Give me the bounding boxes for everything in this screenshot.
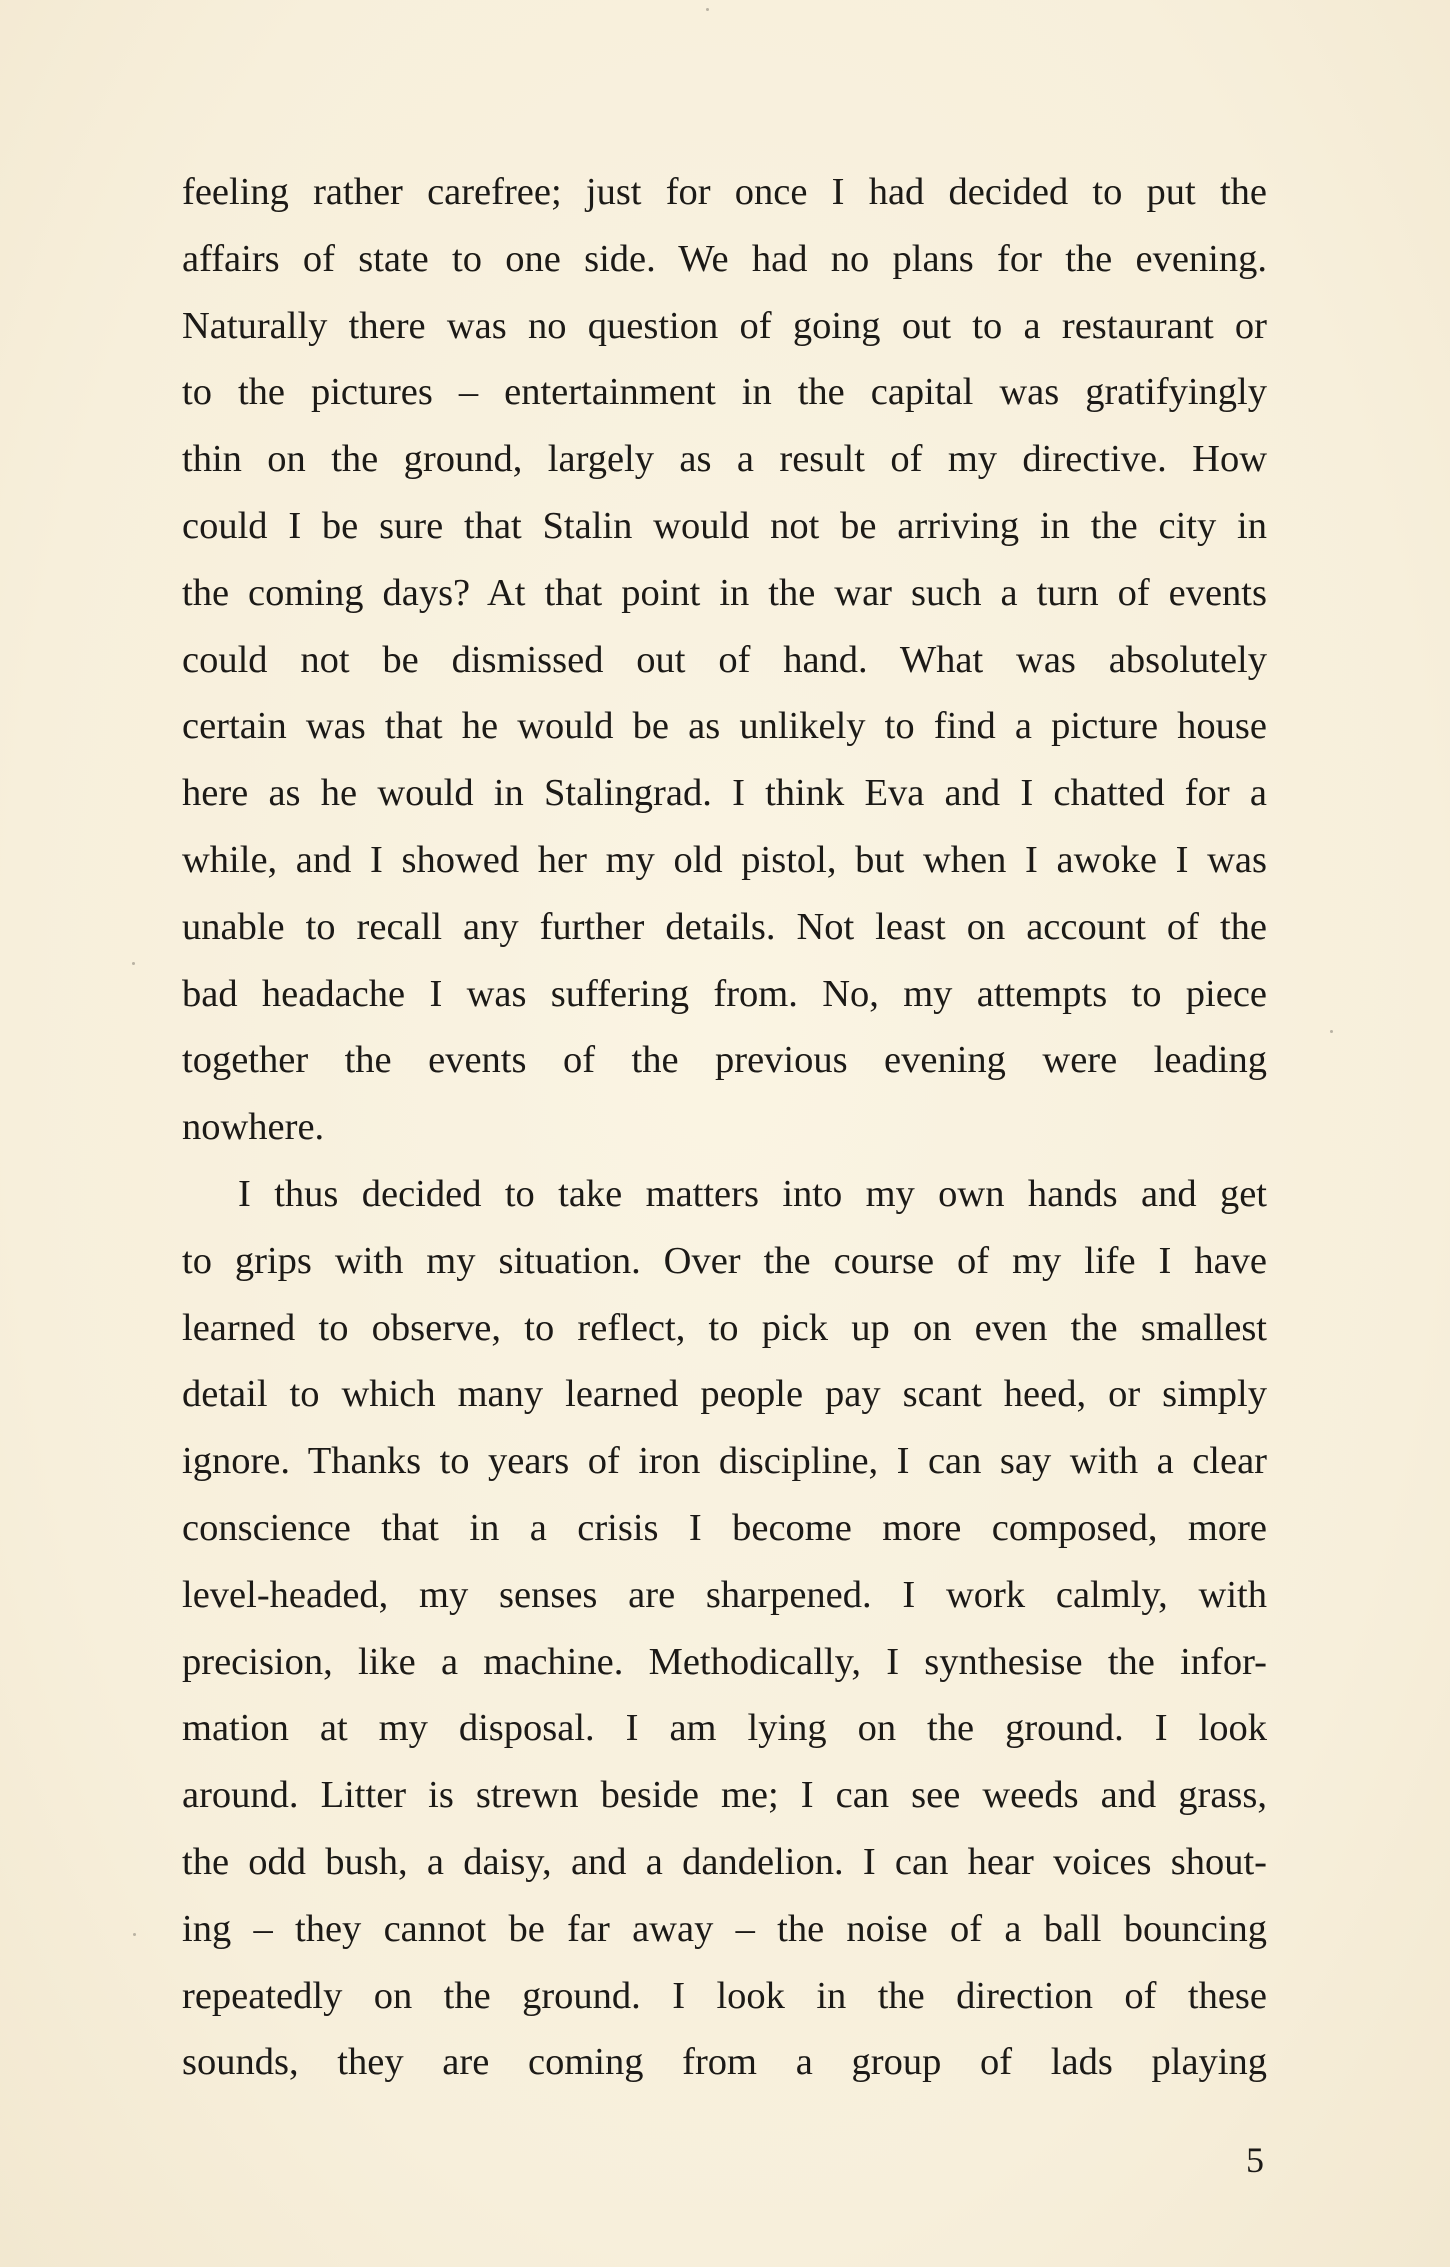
text-line: to grips with my situation. Over the course of my life I have: [182, 1239, 1267, 1282]
text-line: learned to observe, to reflect, to pick up on even the smallest: [182, 1306, 1267, 1349]
paper-speck: [133, 1933, 136, 1936]
text-line: could not be dismissed out of hand. What was absolutely: [182, 638, 1267, 681]
page-number: 5: [1246, 2140, 1264, 2180]
text-line: here as he would in Stalingrad. I think Eva and I chatted for a: [182, 772, 1267, 815]
text-line: conscience that in a crisis I become more composed, more: [182, 1506, 1267, 1549]
text-line: around. Litter is strewn beside me; I can see weeds and grass,: [182, 1774, 1267, 1817]
text-line: together the events of the previous evening were leading: [182, 1039, 1267, 1082]
text-line: certain was that he would be as unlikely to find a picture house: [182, 705, 1267, 748]
text-line: thin on the ground, largely as a result of my directive. How: [182, 438, 1267, 481]
text-line: bad headache I was suffering from. No, my attempts to piece: [182, 972, 1267, 1015]
text-line: repeatedly on the ground. I look in the direction of these: [182, 1974, 1267, 2017]
paragraph-2: [182, 1161, 1267, 2096]
text-line: the coming days? At that point in the war such a turn of events: [182, 571, 1267, 614]
text-line: ignore. Thanks to years of iron discipline, I can say with a clear: [182, 1440, 1267, 1483]
text-line: could I be sure that Stalin would not be arriving in the city in: [182, 504, 1267, 547]
text-line: to the pictures – entertainment in the capital was gratifyingly: [182, 371, 1267, 414]
text-line: detail to which many learned people pay scant heed, or simply: [182, 1373, 1267, 1416]
text-line: mation at my disposal. I am lying on the ground. I look: [182, 1707, 1267, 1750]
text-line: affairs of state to one side. We had no plans for the evening.: [182, 237, 1267, 280]
text-line: feeling rather carefree; just for once I had decided to put the: [182, 171, 1267, 213]
text-line: the odd bush, a daisy, and a dandelion. I can hear voices shout-: [182, 1840, 1267, 1883]
text-line: ing – they cannot be far away – the noise of a ball bouncing: [182, 1907, 1267, 1950]
text-line: nowhere.: [182, 1106, 325, 1149]
text-line: unable to recall any further details. Not least on account of the: [182, 905, 1267, 948]
paper-speck: [706, 8, 709, 11]
body-text: [182, 159, 1267, 2096]
text-line: while, and I showed her my old pistol, but when I awoke I was: [182, 838, 1267, 881]
paper-speck: [132, 962, 135, 965]
paragraph-1: [182, 159, 1267, 1161]
text-line: Naturally there was no question of going out to a restaurant or: [182, 304, 1267, 347]
text-line: sounds, they are coming from a group of lads playing: [182, 2041, 1267, 2084]
text-line: precision, like a machine. Methodically, I synthesise the infor-: [182, 1640, 1267, 1683]
text-line: level-headed, my senses are sharpened. I work calmly, with: [182, 1573, 1267, 1616]
paper-speck: [1330, 1030, 1333, 1033]
text-line: I thus decided to take matters into my own hands and get: [238, 1172, 1267, 1215]
